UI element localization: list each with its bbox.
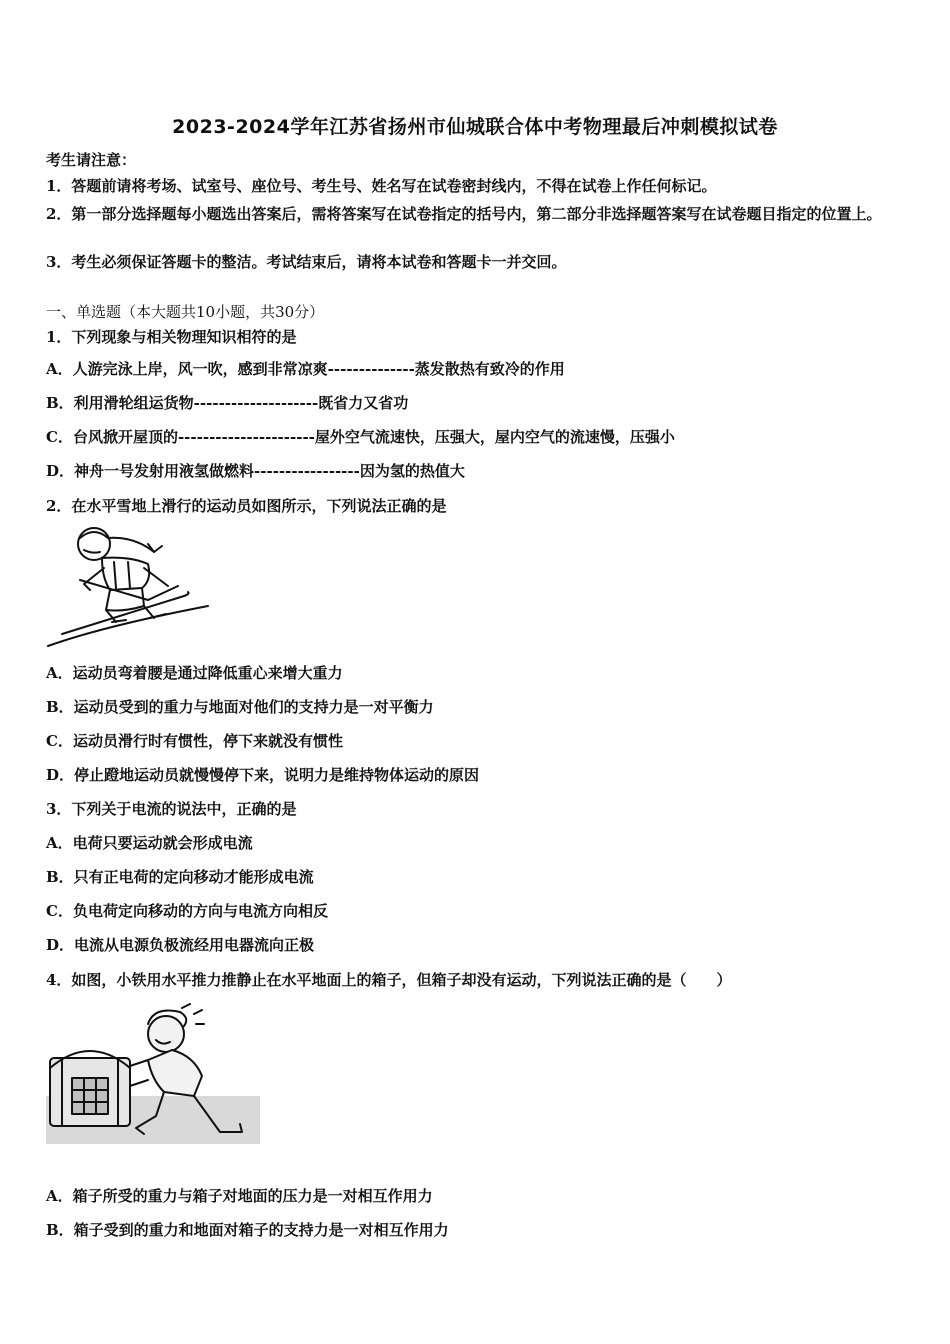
option-d: D．停止蹬地运动员就慢慢停下来，说明力是维持物体运动的原因	[46, 766, 480, 784]
option-b: B．利用滑轮组运货物--------------------既省力又省功	[46, 394, 409, 412]
question-stem: 3．下列关于电流的说法中，正确的是	[46, 800, 297, 818]
notice-item: 2．第一部分选择题每小题选出答案后，需将答案写在试卷指定的括号内，第二部分非选择题答案写在试卷题目指定的位置上。	[46, 205, 882, 223]
option-d: D．神舟一号发射用液氢做燃料-----------------因为氢的热值大	[46, 462, 465, 480]
notice-item: 1．答题前请将考场、试室号、座位号、考生号、姓名写在试卷密封线内，不得在试卷上作任何标记。	[46, 177, 717, 195]
exam-title: 2023-2024学年江苏省扬州市仙城联合体中考物理最后冲刺模拟试卷	[172, 116, 778, 138]
option-a: A．运动员弯着腰是通过降低重心来增大重力	[46, 664, 343, 682]
pushing-box-illustration	[44, 1000, 262, 1148]
option-c: C．运动员滑行时有惯性，停下来就没有惯性	[46, 732, 343, 750]
section-heading: 一、单选题（本大题共10小题，共30分）	[46, 303, 325, 321]
option-b: B．运动员受到的重力与地面对他们的支持力是一对平衡力	[46, 698, 434, 716]
option-a: A．电荷只要运动就会形成电流	[46, 834, 253, 852]
skier-illustration	[44, 522, 212, 650]
notice-item: 3．考生必须保证答题卡的整洁。考试结束后，请将本试卷和答题卡一并交回。	[46, 253, 567, 271]
question-stem: 2．在水平雪地上滑行的运动员如图所示，下列说法正确的是	[46, 497, 447, 515]
option-c: C．负电荷定向移动的方向与电流方向相反	[46, 902, 328, 920]
option-a: A．箱子所受的重力与箱子对地面的压力是一对相互作用力	[46, 1187, 433, 1205]
option-b: B．箱子受到的重力和地面对箱子的支持力是一对相互作用力	[46, 1221, 449, 1239]
question-stem: 4．如图，小铁用水平推力推静止在水平地面上的箱子，但箱子却没有运动，下列说法正确的是（ ）	[46, 971, 732, 989]
option-d: D．电流从电源负极流经用电器流向正极	[46, 936, 315, 954]
question-stem: 1．下列现象与相关物理知识相符的是	[46, 328, 297, 346]
notice-heading: 考生请注意：	[46, 151, 137, 169]
option-a: A．人游完泳上岸，风一吹，感到非常凉爽--------------蒸发散热有致冷的作用	[46, 360, 565, 378]
option-c: C．台风掀开屋顶的----------------------屋外空气流速快，压强大，屋内空气的流速慢，压强小	[46, 428, 675, 446]
option-b: B．只有正电荷的定向移动才能形成电流	[46, 868, 314, 886]
